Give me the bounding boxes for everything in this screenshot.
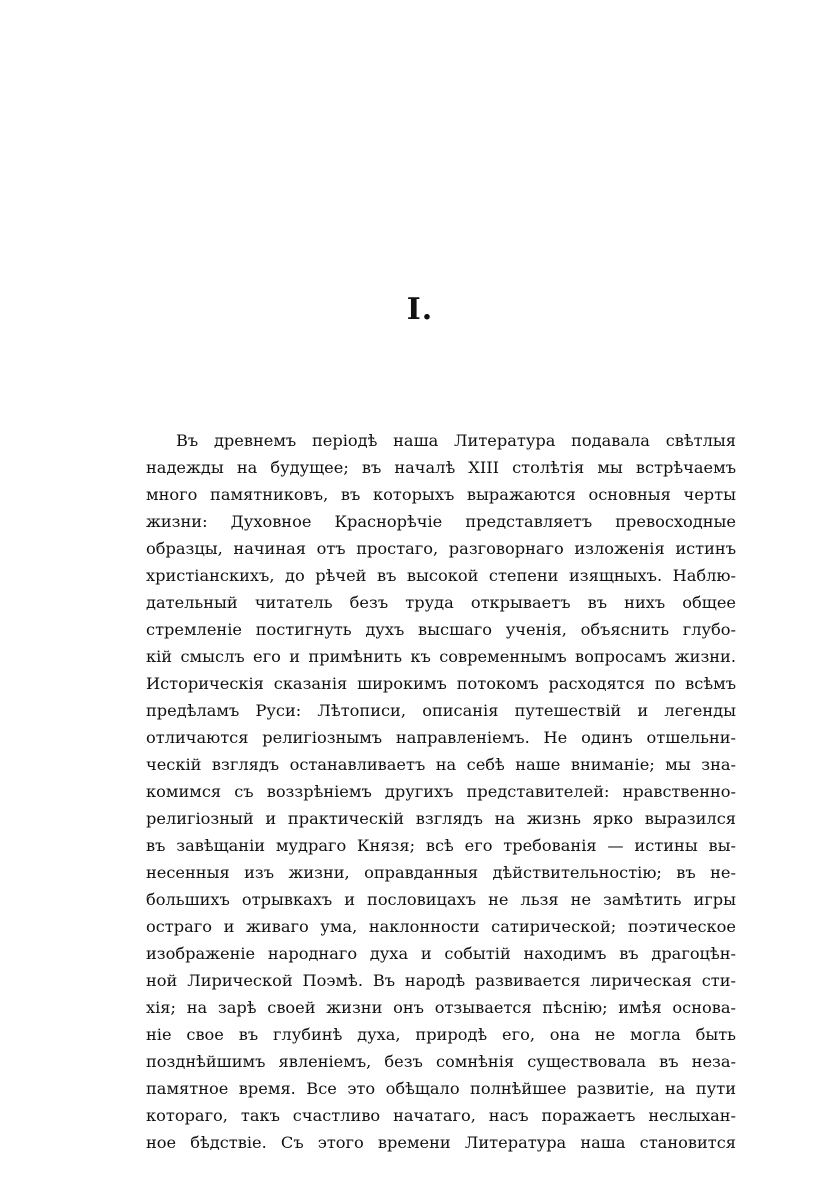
text-line: дательный читатель безъ труда открываетъ въ нихъ общее xyxy=(146,593,736,612)
text-line: хія; на зарѣ своей жизни онъ отзывается пѣснію; имѣя основа- xyxy=(146,998,736,1017)
text-line: большихъ отрывкахъ и пословицахъ не льзя не замѣтить игры xyxy=(146,890,736,909)
text-line: христіанскихъ, до рѣчей въ высокой степени изящныхъ. Наблю- xyxy=(146,566,736,585)
text-line: остраго и живаго ума, наклонности сатирической; поэтическое xyxy=(146,917,736,936)
text-line: изображеніе народнаго духа и событій находимъ въ драгоцѣн- xyxy=(146,944,736,963)
text-line: кій смыслъ его и примѣнить къ современнымъ вопросамъ жизни. xyxy=(146,647,736,666)
text-line: предѣламъ Руси: Лѣтописи, описанія путешествій и легенды xyxy=(146,701,736,720)
text-line: ное бѣдствіе. Съ этого времени Литература наша становится xyxy=(146,1133,736,1152)
text-line: отличаются религіознымъ направленіемъ. Не одинъ отшельни- xyxy=(146,728,736,747)
text-line: комимся съ воззрѣніемъ другихъ представителей: нравственно- xyxy=(146,782,736,801)
text-line: ніе свое въ глубинѣ духа, природѣ его, она не могла быть xyxy=(146,1025,736,1044)
chapter-numeral: I. xyxy=(406,292,434,327)
text-line: образцы, начиная отъ простаго, разговорнаго изложенія истинъ xyxy=(146,539,736,558)
text-line: жизни: Духовное Краснорѣчіе представляетъ превосходные xyxy=(146,512,736,531)
text-line: несенныя изъ жизни, оправданныя дѣйствительностію; въ не- xyxy=(146,863,736,882)
text-line: ческій взглядъ останавливаетъ на себѣ наше вниманіе; мы зна- xyxy=(146,755,736,774)
text-line: котораго, такъ счастливо начатаго, насъ поражаетъ неслыхан- xyxy=(146,1106,736,1125)
text-line: много памятниковъ, въ которыхъ выражаются основныя черты xyxy=(146,485,736,504)
text-line: въ завѣщаніи мудраго Князя; всѣ его требованія — истины вы- xyxy=(146,836,736,855)
text-line: памятное время. Все это обѣщало полнѣйшее развитіе, на пути xyxy=(146,1079,736,1098)
text-line: стремленіе постигнуть духъ высшаго ученія, объяснить глубо- xyxy=(146,620,736,639)
body-paragraph xyxy=(146,427,736,1156)
text-line: Въ древнемъ періодѣ наша Литература подавала свѣтлыя xyxy=(176,431,736,450)
text-line: религіозный и практическій взглядъ на жизнь ярко выразился xyxy=(146,809,736,828)
text-line: позднѣйшимъ явленіемъ, безъ сомнѣнія существовала въ неза- xyxy=(146,1052,736,1071)
text-line: надежды на будущее; въ началѣ XIII столѣтія мы встрѣчаемъ xyxy=(146,458,736,477)
text-line: Историческія сказанія широкимъ потокомъ расходятся по всѣмъ xyxy=(146,674,736,693)
text-line: ной Лирической Поэмѣ. Въ народѣ развивается лирическая сти- xyxy=(146,971,736,990)
